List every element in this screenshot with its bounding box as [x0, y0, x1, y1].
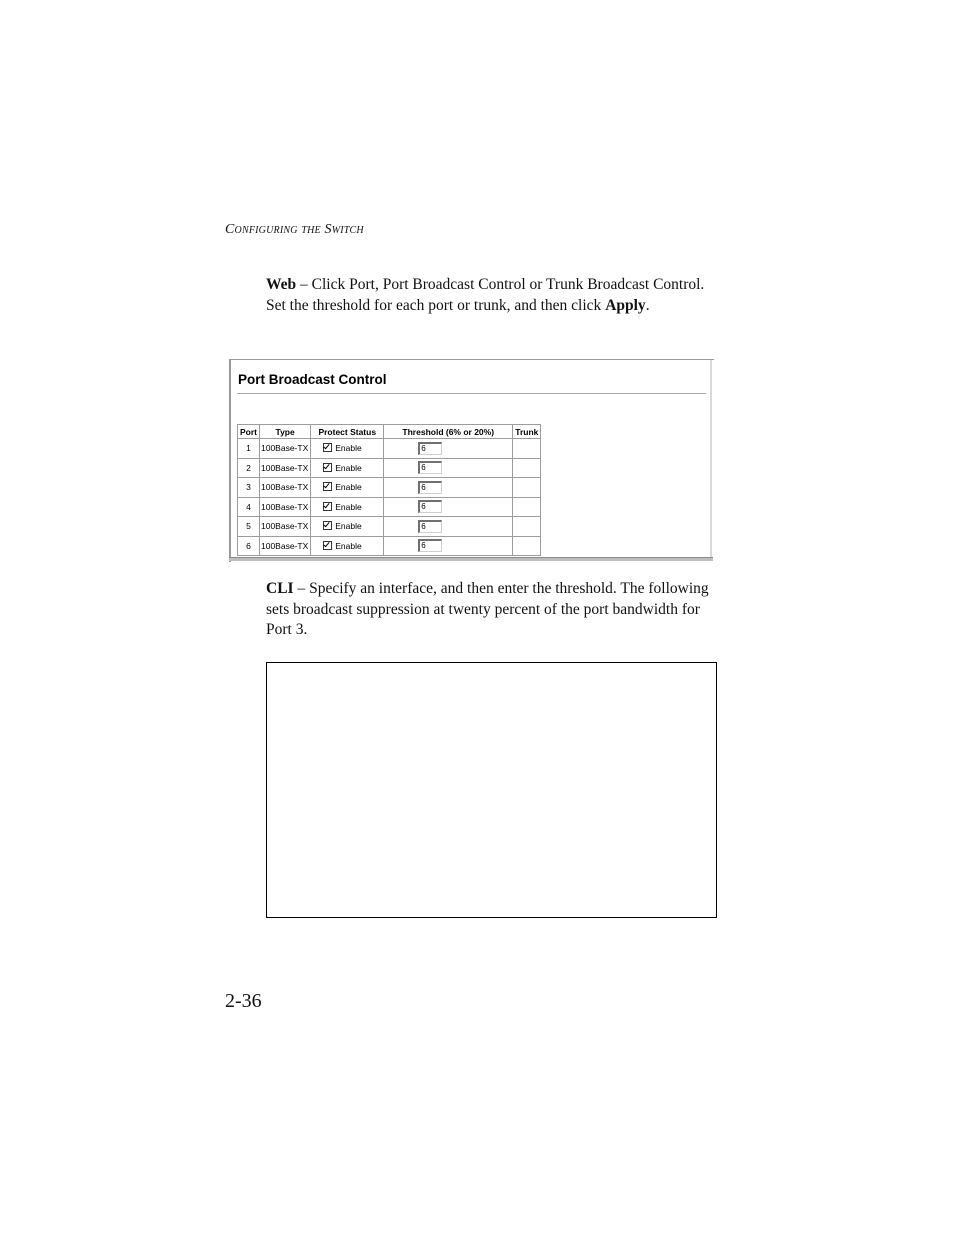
column-header-protect-status: Protect Status: [311, 425, 384, 439]
threshold-input[interactable]: 6: [418, 461, 442, 474]
port-cell: 4: [238, 497, 260, 517]
trunk-cell: [513, 458, 541, 478]
column-header-threshold: Threshold (6% or 20%): [384, 425, 513, 439]
port-cell: 3: [238, 478, 260, 498]
cli-instructions-text: – Specify an interface, and then enter the threshold. The following sets broadcast suppression at twenty percent of the port bandwidth for Port 3.: [266, 580, 709, 638]
running-head: Configuring the Switch: [225, 222, 364, 237]
threshold-input[interactable]: 6: [418, 520, 442, 533]
enable-label: Enable: [335, 521, 362, 532]
cli-label: CLI: [266, 580, 294, 597]
type-cell: 100Base-TX: [260, 458, 311, 478]
enable-checkbox[interactable]: [323, 541, 332, 550]
port-cell: 5: [238, 517, 260, 537]
threshold-input[interactable]: 6: [418, 442, 442, 455]
table-row: [238, 497, 541, 517]
threshold-cell: [384, 536, 513, 556]
threshold-cell: [384, 497, 513, 517]
enable-label: Enable: [335, 443, 362, 454]
protect-status-cell: [311, 536, 384, 556]
enable-checkbox[interactable]: [323, 502, 332, 511]
trunk-cell: [513, 439, 541, 459]
enable-checkbox[interactable]: [323, 463, 332, 472]
trunk-cell: [513, 497, 541, 517]
threshold-input[interactable]: 6: [418, 481, 442, 494]
column-header-port: Port: [238, 425, 260, 439]
web-instructions-end: .: [645, 296, 650, 314]
panel-title: Port Broadcast Control: [238, 372, 387, 387]
broadcast-control-table: [237, 424, 541, 556]
web-label: Web: [266, 276, 297, 293]
table-row: [238, 536, 541, 556]
threshold-cell: [384, 458, 513, 478]
cli-example-box: [266, 662, 717, 918]
port-cell: 2: [238, 458, 260, 478]
enable-label: Enable: [335, 482, 362, 493]
table-row: [238, 439, 541, 459]
threshold-cell: [384, 439, 513, 459]
type-cell: 100Base-TX: [260, 478, 311, 498]
apply-label: Apply: [605, 296, 646, 314]
protect-status-cell: [311, 517, 384, 537]
protect-status-cell: [311, 497, 384, 517]
cli-instructions: [266, 579, 716, 641]
enable-checkbox[interactable]: [323, 521, 332, 530]
port-broadcast-control-screenshot: [229, 359, 714, 562]
threshold-input[interactable]: 6: [418, 500, 442, 513]
type-cell: 100Base-TX: [260, 517, 311, 537]
table-row: [238, 517, 541, 537]
column-header-trunk: Trunk: [513, 425, 541, 439]
web-instructions: [266, 275, 716, 316]
screenshot-right-edge: [710, 360, 712, 558]
threshold-cell: [384, 517, 513, 537]
protect-status-cell: [311, 458, 384, 478]
type-cell: 100Base-TX: [260, 497, 311, 517]
screenshot-bottom-edge: [229, 557, 713, 561]
protect-status-cell: [311, 439, 384, 459]
table-header-row: [238, 425, 541, 439]
table-row: [238, 478, 541, 498]
threshold-input[interactable]: 6: [418, 539, 442, 552]
port-cell: 6: [238, 536, 260, 556]
enable-checkbox[interactable]: [323, 482, 332, 491]
protect-status-cell: [311, 478, 384, 498]
web-instructions-text: – Click Port, Port Broadcast Control or Trunk Broadcast Control. Set the threshold for each port or trunk, and then click: [266, 276, 705, 314]
page-number: 2-36: [225, 990, 262, 1012]
table-row: [238, 458, 541, 478]
enable-checkbox[interactable]: [323, 443, 332, 452]
type-cell: 100Base-TX: [260, 439, 311, 459]
enable-label: Enable: [335, 462, 362, 473]
enable-label: Enable: [335, 501, 362, 512]
trunk-cell: [513, 478, 541, 498]
enable-label: Enable: [335, 540, 362, 551]
trunk-cell: [513, 517, 541, 537]
port-cell: 1: [238, 439, 260, 459]
threshold-cell: [384, 478, 513, 498]
type-cell: 100Base-TX: [260, 536, 311, 556]
column-header-type: Type: [260, 425, 311, 439]
trunk-cell: [513, 536, 541, 556]
title-divider: [237, 393, 706, 394]
